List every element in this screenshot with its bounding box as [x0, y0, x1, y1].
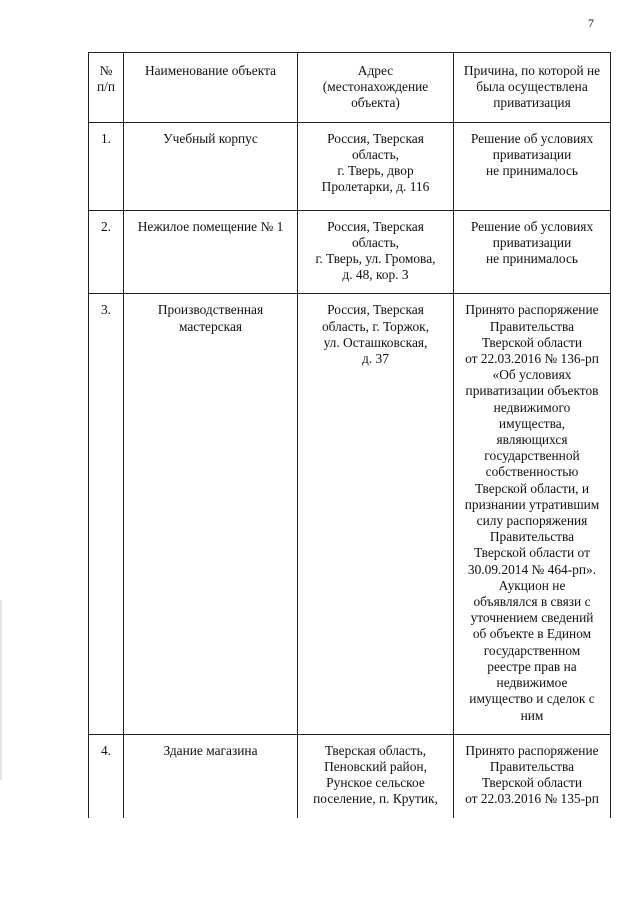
row-address: Россия, Тверская область, г. Тверь, двор Пролетарки, д. 116	[298, 122, 454, 210]
row-object-name: Производственная мастерская	[124, 294, 298, 734]
scan-margin-mark	[0, 600, 2, 780]
row-number: 1.	[89, 122, 124, 210]
table-row	[89, 734, 611, 817]
row-address: Россия, Тверская область, г. Торжок, ул. Осташковская, д. 37	[298, 294, 454, 734]
row-object-name: Учебный корпус	[124, 122, 298, 210]
row-address: Тверская область, Пеновский район, Рунское сельское поселение, п. Крутик,	[298, 734, 454, 817]
row-object-name: Нежилое помещение № 1	[124, 210, 298, 294]
header-object-name: Наименование объекта	[124, 53, 298, 123]
row-object-name: Здание магазина	[124, 734, 298, 817]
table-row	[89, 294, 611, 734]
header-address: Адрес (местонахождение объекта)	[298, 53, 454, 123]
table-row	[89, 122, 611, 210]
header-number: № п/п	[89, 53, 124, 123]
row-reason: Решение об условиях приватизации не принималось	[454, 210, 611, 294]
row-number: 3.	[89, 294, 124, 734]
header-reason: Причина, по которой не была осуществлена приватизация	[454, 53, 611, 123]
property-registry-table	[88, 52, 611, 818]
row-number: 4.	[89, 734, 124, 817]
table-row	[89, 210, 611, 294]
table-header-row	[89, 53, 611, 123]
row-reason: Решение об условиях приватизации не принималось	[454, 122, 611, 210]
row-reason: Принято распоряжение Правительства Тверской области от 22.03.2016 № 135-рп	[454, 734, 611, 817]
page-number: 7	[588, 16, 594, 30]
row-address: Россия, Тверская область, г. Тверь, ул. Громова, д. 48, кор. 3	[298, 210, 454, 294]
row-number: 2.	[89, 210, 124, 294]
row-reason: Принято распоряжение Правительства Тверской области от 22.03.2016 № 136-рп «Об условиях приватизации объектов недвижимого имущества, являющихся государственной собственностью Тверской области, и признании утратившим силу распоряжения Правительства Тверской области от 30.09.2014 № 464-рп». Аукцион не объявлялся в связи с уточнением сведений об объекте в Едином государственном реестре прав на недвижимое имущество и сделок с ним	[454, 294, 611, 734]
